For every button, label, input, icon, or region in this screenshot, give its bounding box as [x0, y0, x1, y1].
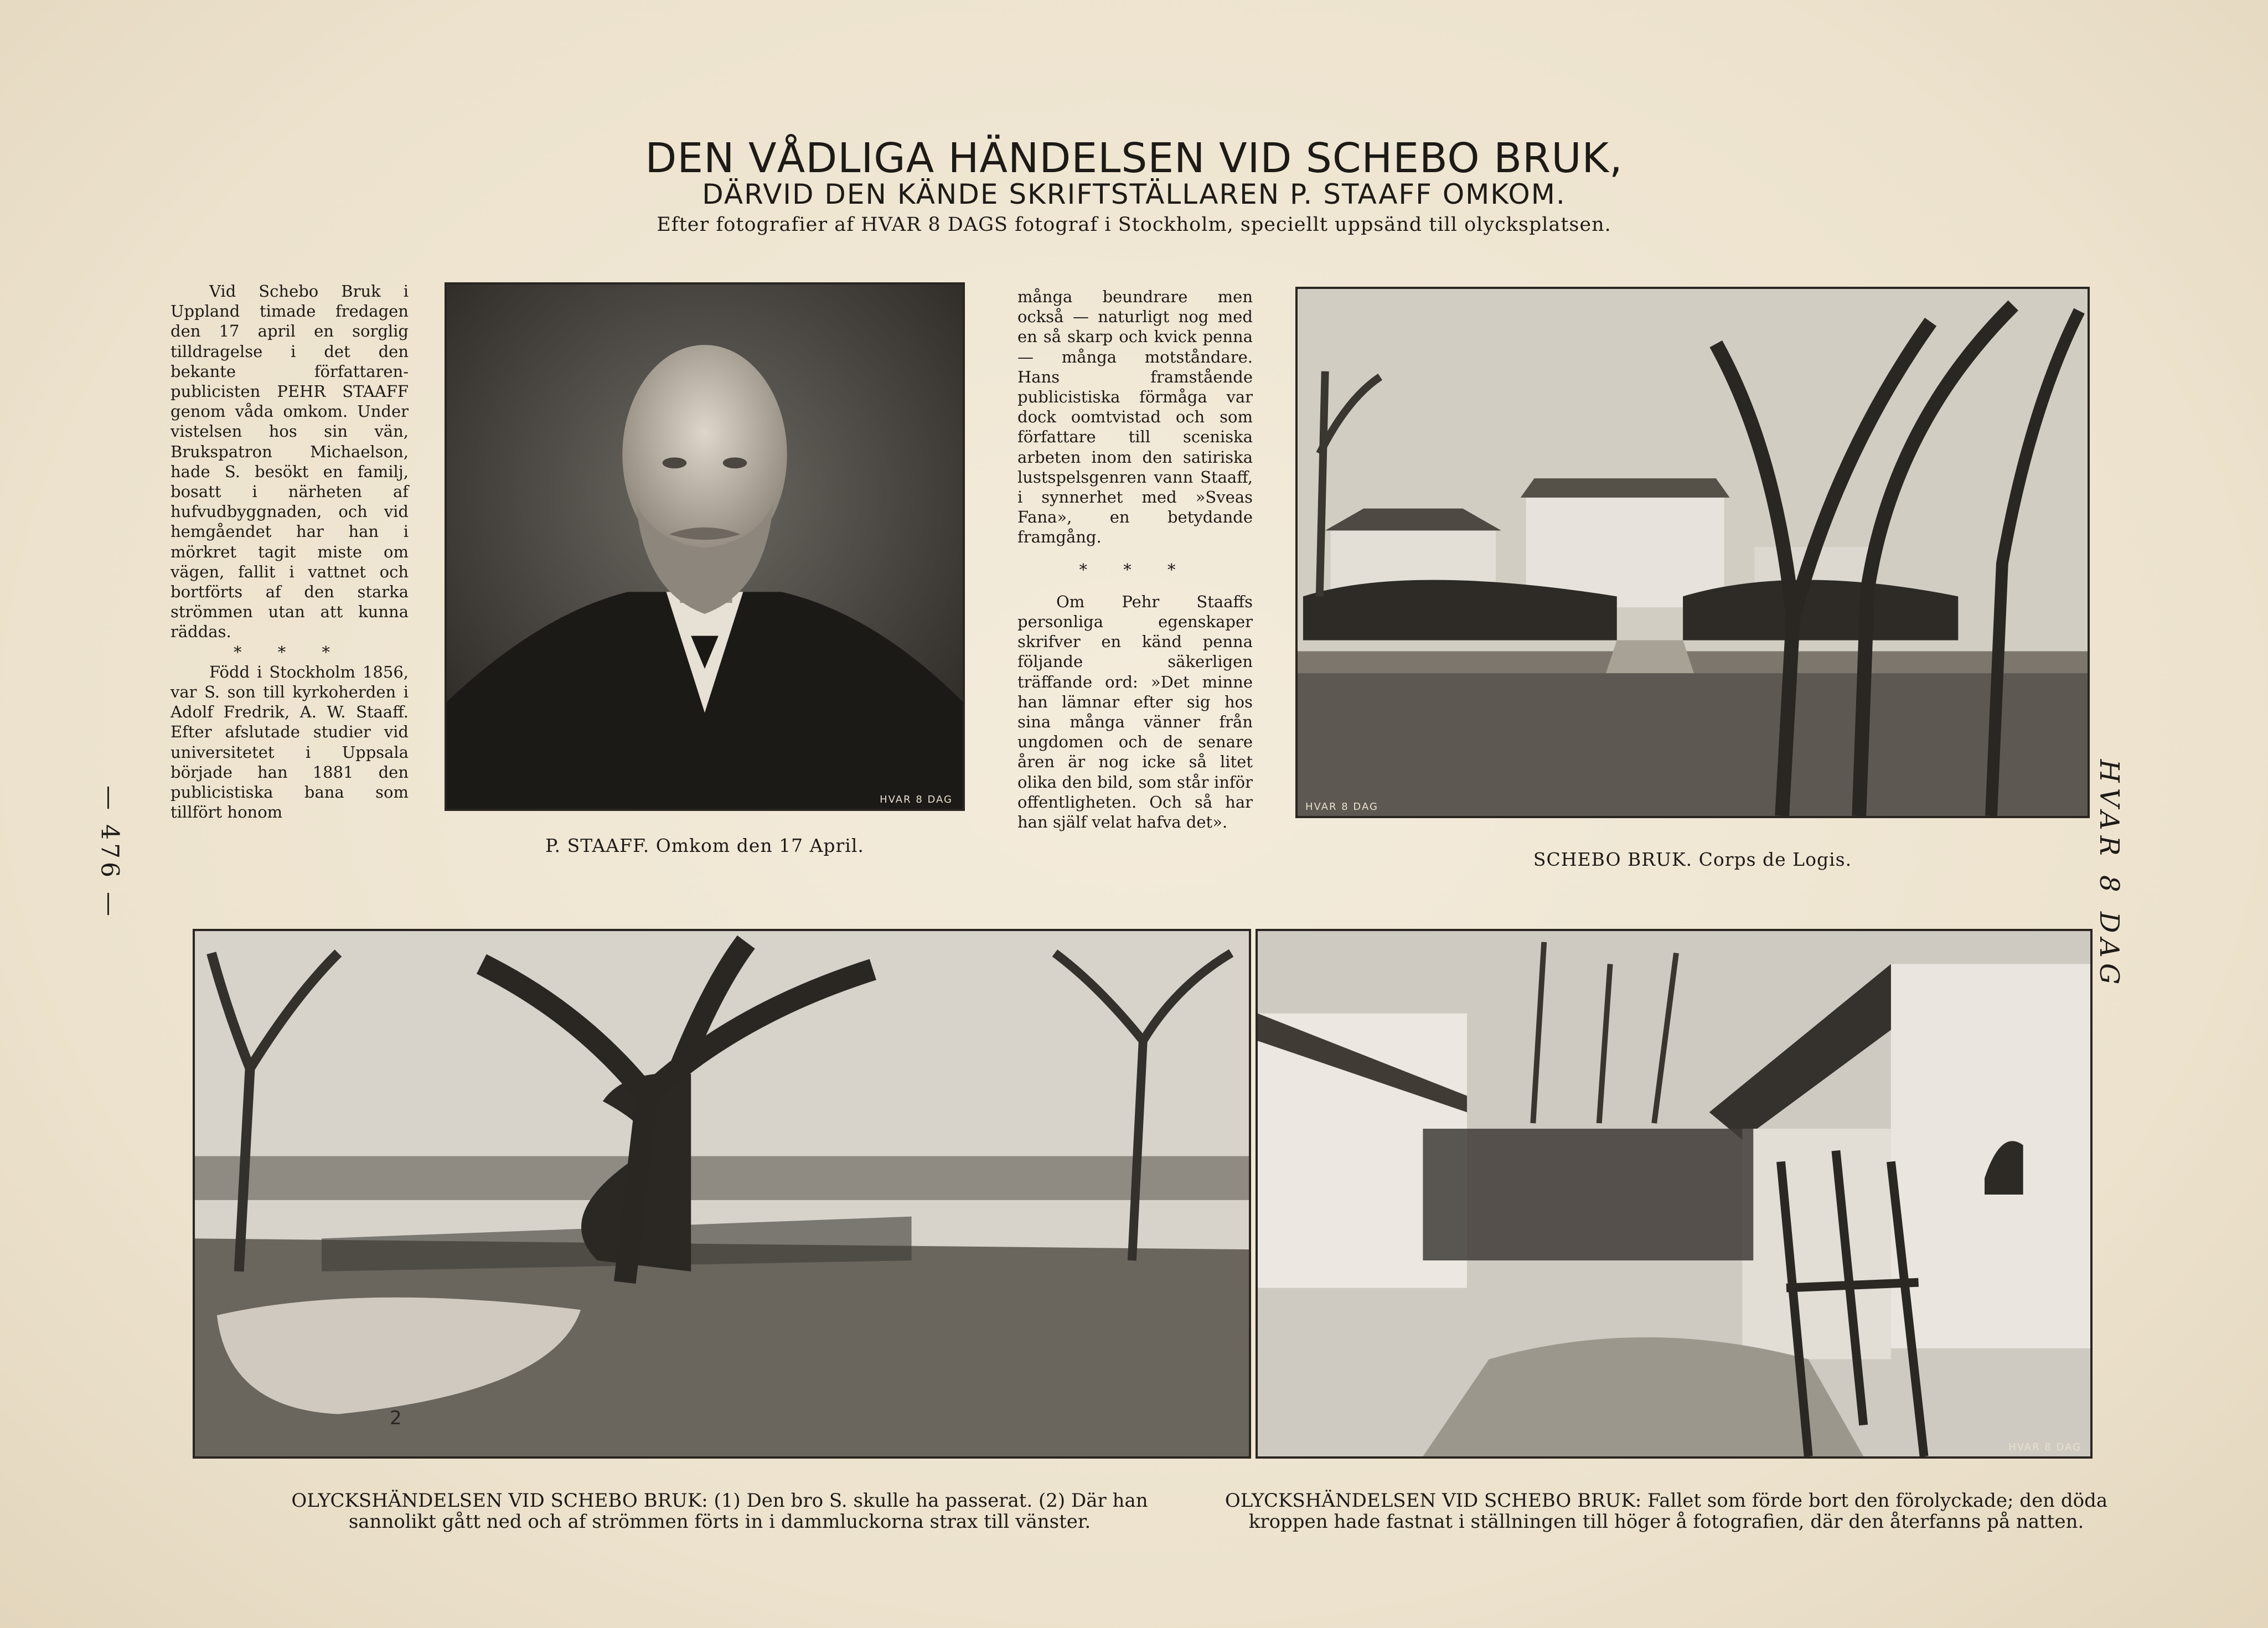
photo-watermark: HVAR 8 DAG [2008, 1441, 2081, 1453]
article-paragraph-2: Född i Stockholm 1856, var S. son till kyrkoherden i Adolf Fredrik, A. W. Staaff. Efter afslutade studier vid universitetet i Uppsala började han 1881 den publicistiska bana som tillfört honom [171, 662, 409, 822]
section-stars-2: * * * [1079, 560, 1191, 579]
photo-watermark: HVAR 8 DAG [880, 794, 953, 805]
waterfall-photo [1256, 929, 2093, 1459]
article-paragraph-3: många beundrare men också — naturligt nog med en så skarp och kvick penna — många motståndare. Hans framstående publicistiska förmåga var dock oomtvistad och som författare till sceniska arbeten inom den satiriska lustspelsgenren vann Staaff, i synnerhet med »Sveas Fana», en betydande framgång. [1017, 287, 1253, 547]
portrait-photo [445, 282, 965, 811]
photo-marker-number: 2 [390, 1407, 403, 1429]
headline-subtitle: DÄRVID DEN KÄNDE SKRIFTSTÄLLAREN P. STAAFF OMKOM. [702, 178, 1566, 210]
bridge-caption: OLYCKSHÄNDELSEN VID SCHEBO BRUK: (1) Den bro S. skulle ha passerat. (2) Där han sannolikt gått ned och af strömmen förts in i dammluckorna strax till vänster. [291, 1490, 1148, 1533]
page-number: — 476 — [95, 785, 124, 919]
headline-title: DEN VÅDLIGA HÄNDELSEN VID SCHEBO BRUK, [645, 135, 1623, 182]
article-column-middle [1017, 287, 1253, 832]
photo-credit: Efter fotografier af HVAR 8 DAGS fotograf i Stockholm, speciellt uppsänd till olycksplatsen. [657, 214, 1611, 236]
portrait-caption: P. STAAFF. Omkom den 17 April. [545, 835, 864, 856]
article-column-left [171, 281, 409, 822]
photo-watermark: HVAR 8 DAG [1305, 801, 1378, 813]
bridge-photo [193, 929, 1251, 1459]
magazine-name: HVAR 8 DAG [2094, 759, 2125, 990]
manor-photo [1295, 287, 2090, 818]
article-paragraph-4: Om Pehr Staaffs personliga egenskaper skrifver en känd penna följande säkerligen träffande ord: »Det minne han lämnar efter sig hos sina många vänner från ungdomen och de senare åren är nog icke så litet olika den bild, som står inför offentligheten. Och så har han själf velat hafva det». [1017, 592, 1253, 832]
article-paragraph-1: Vid Schebo Bruk i Uppland timade fredagen den 17 april en sorglig tilldragelse i det den bekante författaren-publicisten PEHR STAAFF genom våda omkom. Under vistelsen hos sin vän, Brukspatron Michaelson, hade S. besökt en familj, bosatt i närheten af hufvudbyggnaden, och vid hemgåendet har han i mörkret tagit miste om vägen, fallit i vattnet och bortförts af den starka strömmen utan att kunna räddas. [171, 282, 409, 642]
section-stars: * * * [234, 642, 345, 661]
waterfall-caption: OLYCKSHÄNDELSEN VID SCHEBO BRUK: Fallet som förde bort den förolyckade; den döda kroppen hade fastnat i ställningen till höger å fotografien, där den återfanns på natten. [1225, 1490, 2108, 1533]
manor-caption: SCHEBO BRUK. Corps de Logis. [1533, 849, 1852, 870]
